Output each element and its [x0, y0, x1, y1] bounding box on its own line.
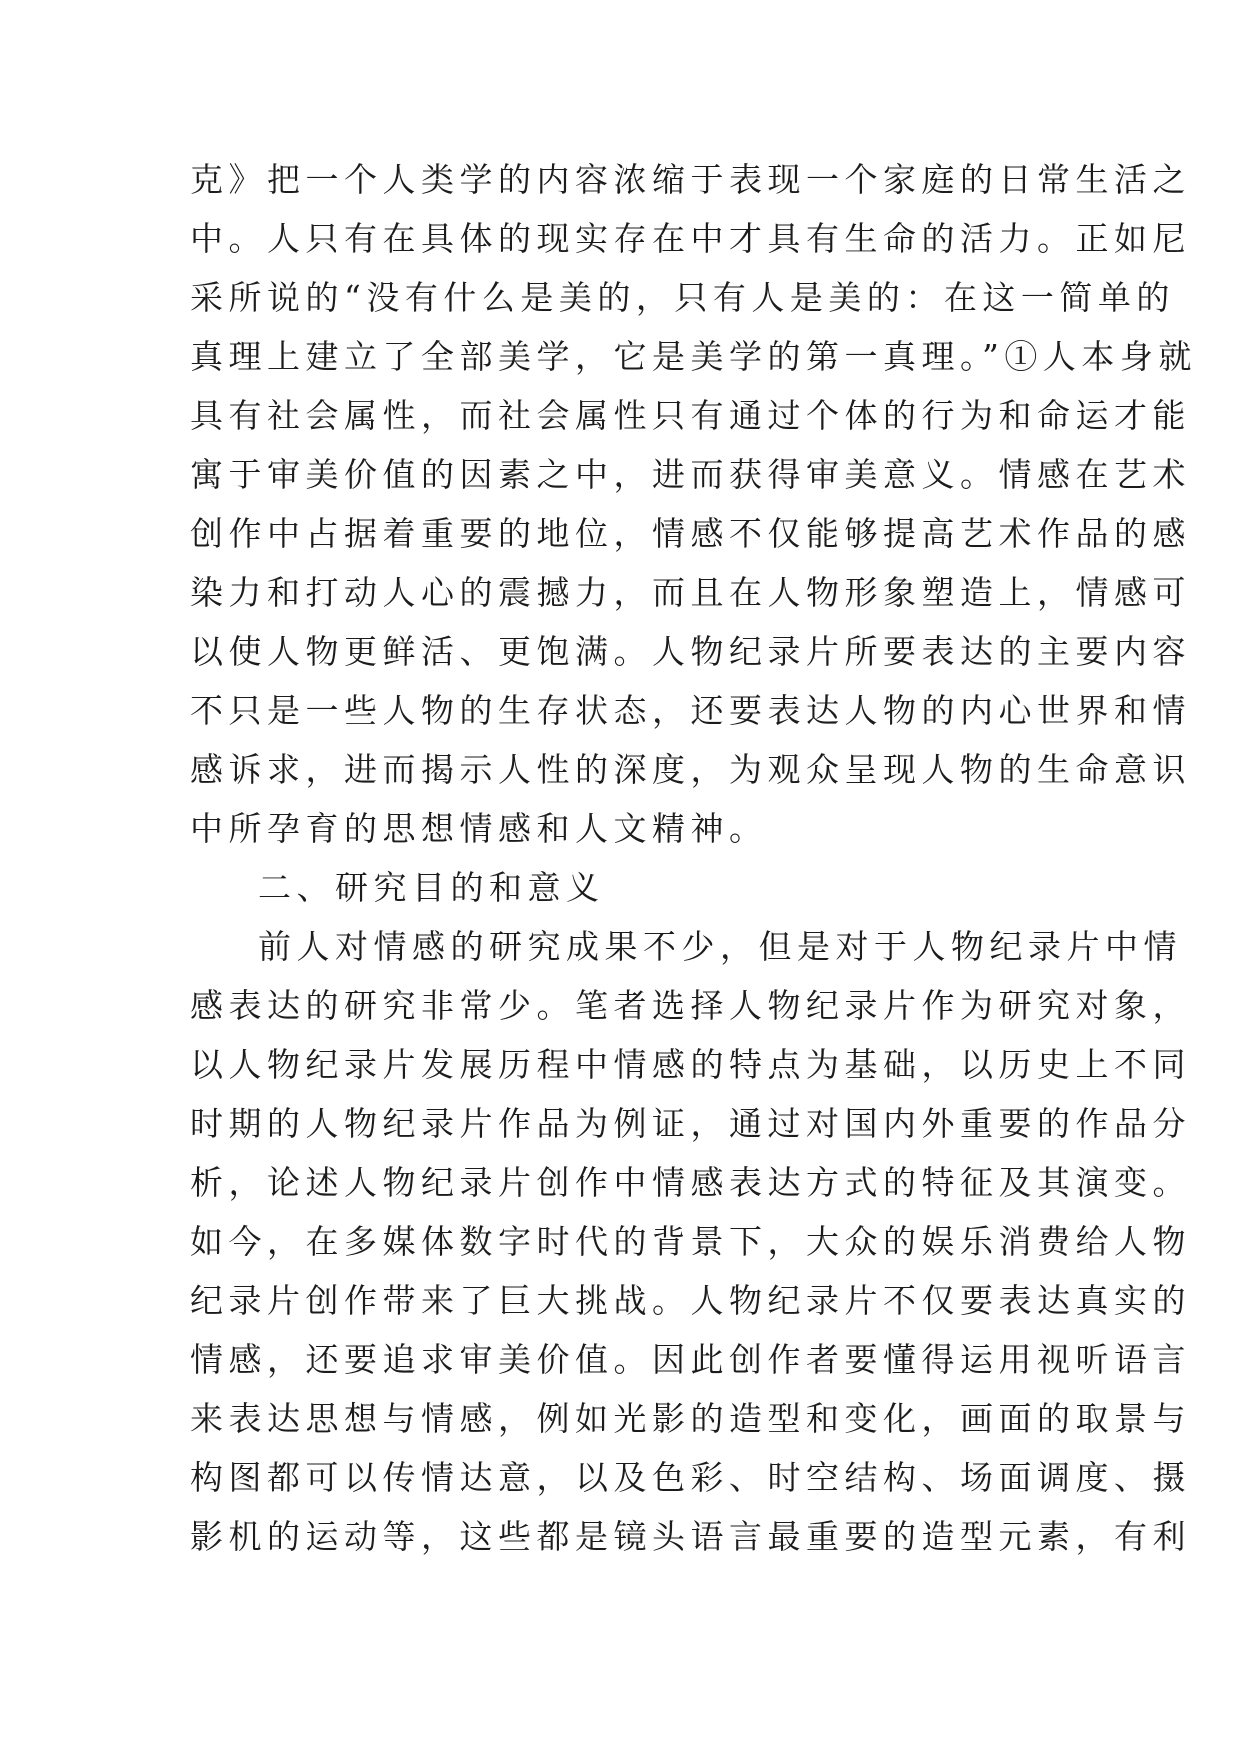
section-heading: 二、研究目的和意义 — [258, 868, 605, 907]
text-line: 感表达的研究非常少。笔者选择人物纪录片作为研究对象， — [190, 986, 1191, 1025]
text-line: 寓于审美价值的因素之中，进而获得审美意义。情感在艺术 — [190, 455, 1191, 494]
text-line: 染力和打动人心的震撼力，而且在人物形象塑造上，情感可 — [190, 573, 1191, 612]
text-line: 以人物纪录片发展历程中情感的特点为基础，以历史上不同 — [190, 1045, 1191, 1084]
text-line: 真理上建立了全部美学，它是美学的第一真理。”①人本身就 — [190, 337, 1197, 376]
text-line: 中所孕育的思想情感和人文精神。 — [190, 809, 768, 848]
text-line: 时期的人物纪录片作品为例证，通过对国内外重要的作品分 — [190, 1104, 1191, 1143]
text-line: 中。人只有在具体的现实存在中才具有生命的活力。正如尼 — [190, 219, 1191, 258]
text-line: 创作中占据着重要的地位，情感不仅能够提高艺术作品的感 — [190, 514, 1191, 553]
text-line: 情感，还要追求审美价值。因此创作者要懂得运用视听语言 — [190, 1340, 1191, 1379]
text-line: 以使人物更鲜活、更饱满。人物纪录片所要表达的主要内容 — [190, 632, 1191, 671]
body-text — [190, 150, 1197, 1566]
text-line: 影机的运动等，这些都是镜头语言最重要的造型元素，有利 — [190, 1517, 1191, 1556]
paragraph-first-line: 前人对情感的研究成果不少，但是对于人物纪录片中情 — [258, 927, 1182, 966]
text-line: 具有社会属性，而社会属性只有通过个体的行为和命运才能 — [190, 396, 1191, 435]
text-line: 如今，在多媒体数字时代的背景下，大众的娱乐消费给人物 — [190, 1222, 1191, 1261]
text-line: 不只是一些人物的生存状态，还要表达人物的内心世界和情 — [190, 691, 1191, 730]
text-line: 采所说的“没有什么是美的，只有人是美的：在这一简单的 — [190, 278, 1175, 317]
text-line: 析，论述人物纪录片创作中情感表达方式的特征及其演变。 — [190, 1163, 1191, 1202]
text-line: 感诉求，进而揭示人性的深度，为观众呈现人物的生命意识 — [190, 750, 1191, 789]
text-line: 构图都可以传情达意，以及色彩、时空结构、场面调度、摄 — [190, 1458, 1191, 1497]
text-line: 克》把一个人类学的内容浓缩于表现一个家庭的日常生活之 — [190, 160, 1191, 199]
text-line: 纪录片创作带来了巨大挑战。人物纪录片不仅要表达真实的 — [190, 1281, 1191, 1320]
text-line: 来表达思想与情感，例如光影的造型和变化，画面的取景与 — [190, 1399, 1191, 1438]
